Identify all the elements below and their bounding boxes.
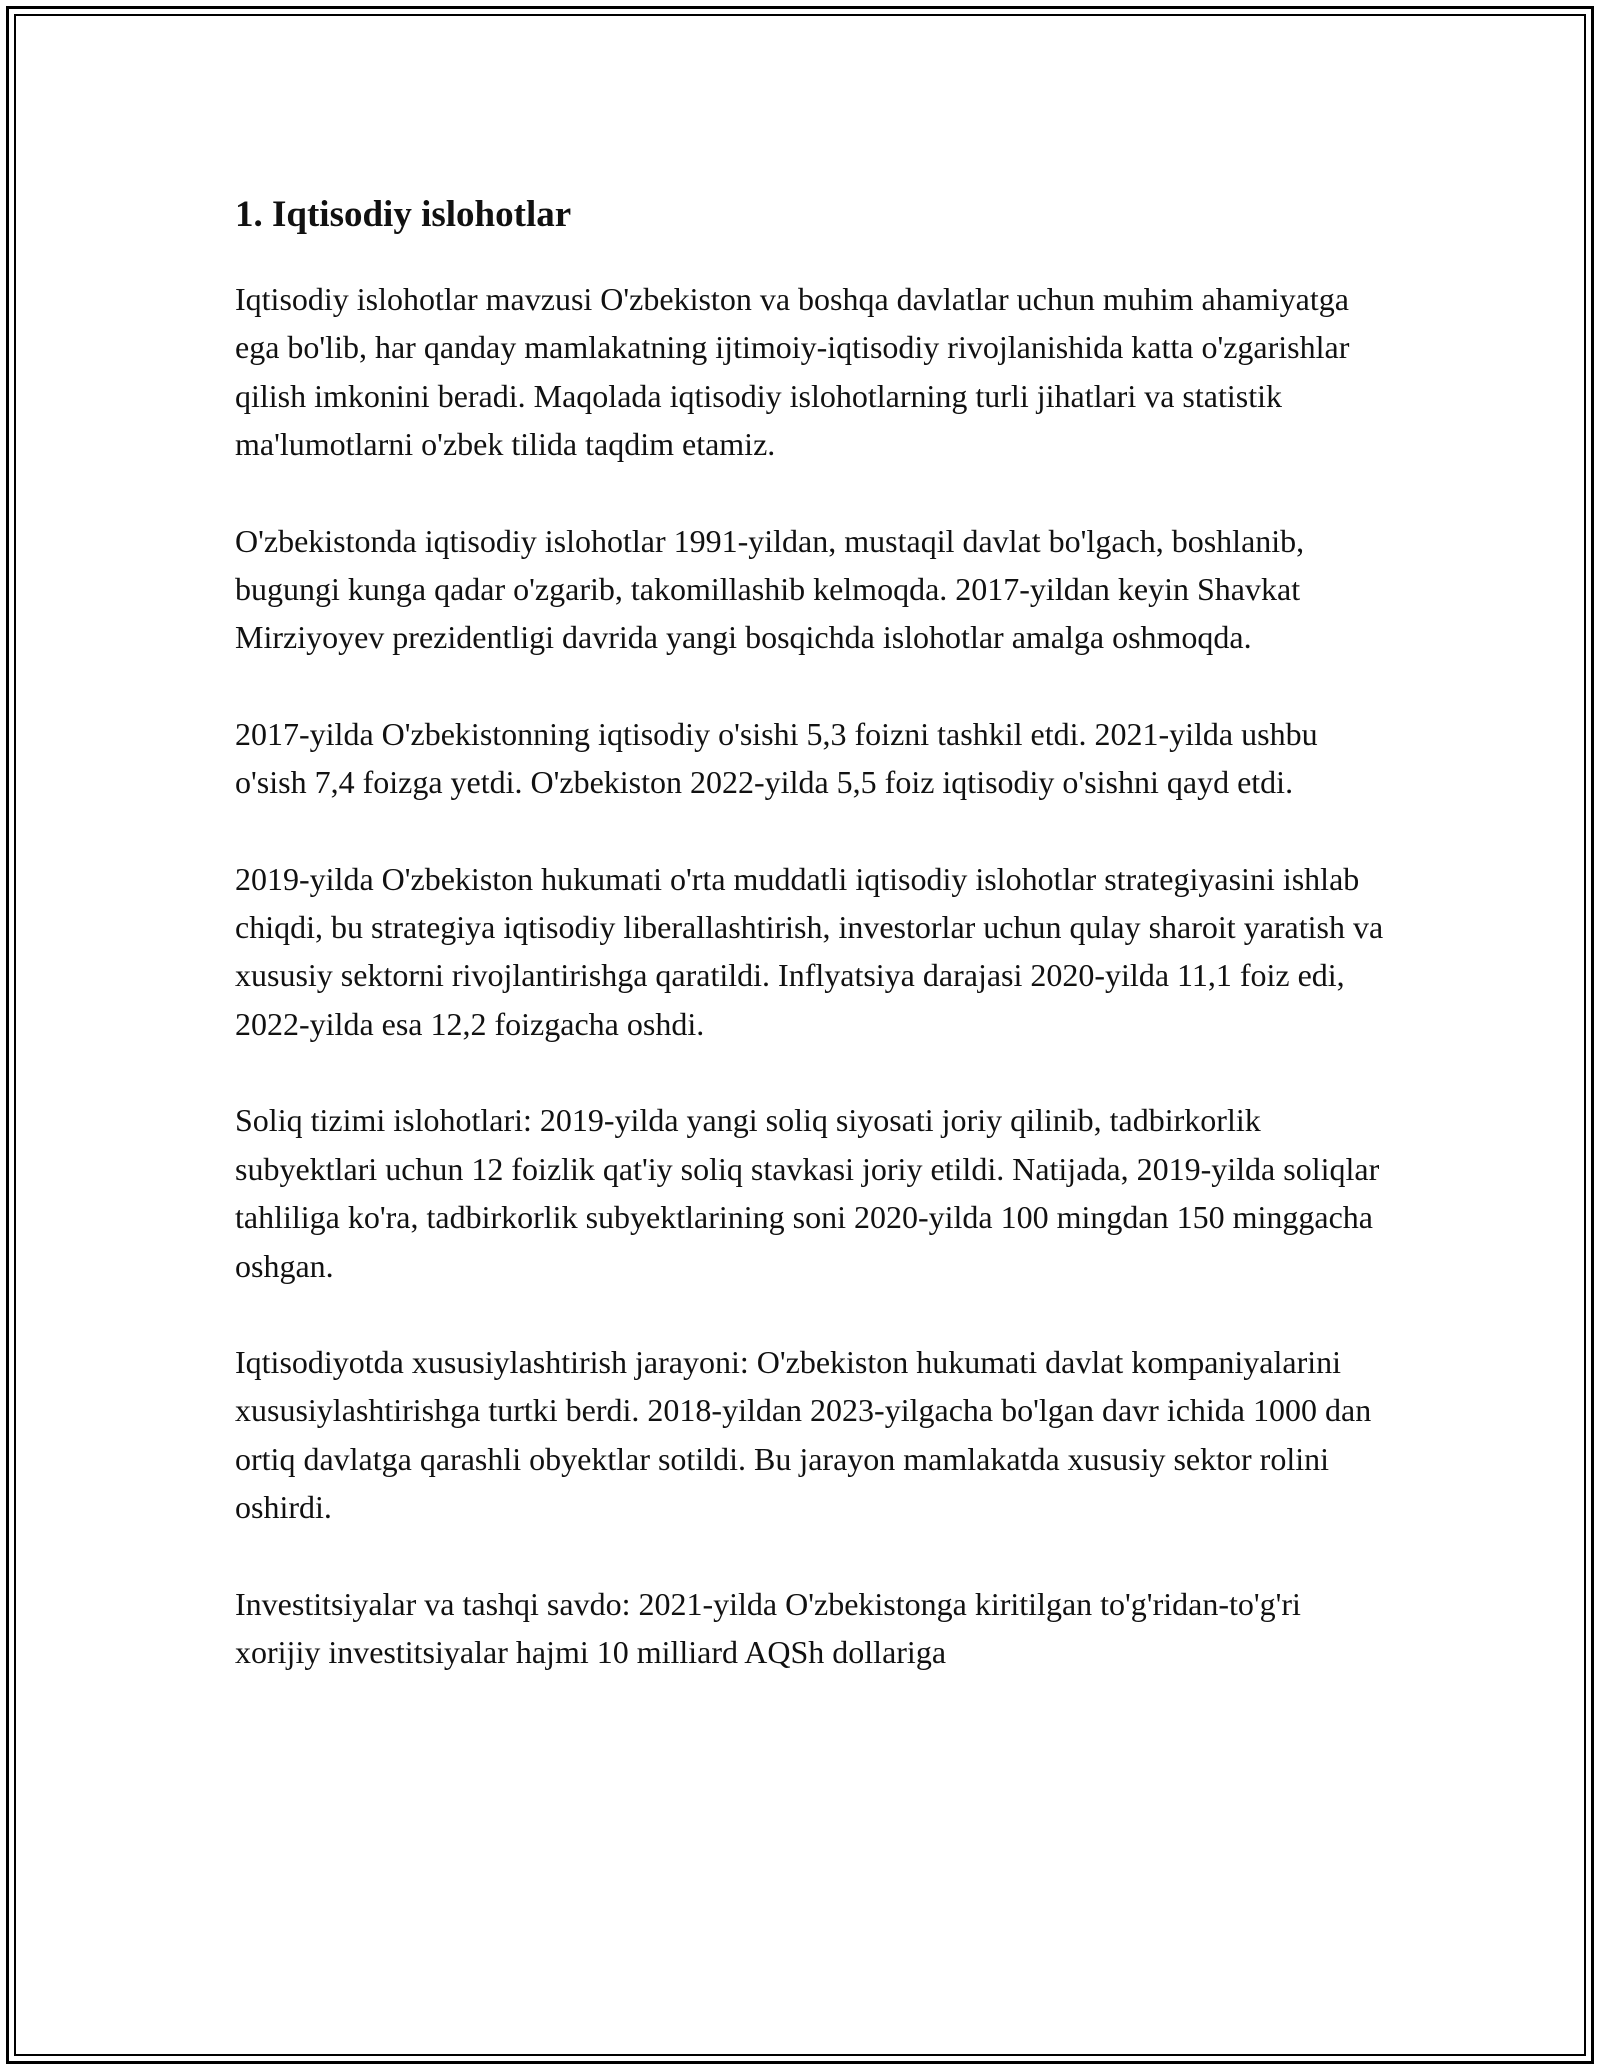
paragraph-growth: 2017-yilda O'zbekistonning iqtisodiy o'sishi 5,3 foizni tashkil etdi. 2021-yilda ushbu o'sish 7,4 foizga yetdi. O'zbekiston 2022-yilda 5,5 foiz iqtisodiy o'sishni qayd etdi. xyxy=(235,715,1318,801)
document-body xyxy=(235,183,1385,1724)
section-heading: 1. Iqtisodiy islohotlar xyxy=(235,194,572,235)
paragraph-strategy: 2019-yilda O'zbekiston hukumati o'rta muddatli iqtisodiy islohotlar strategiyasini ishlab chiqdi, bu strategiya iqtisodiy liberallashtirish, investorlar uchun qulay sharoit yaratish va xususiy sektorni rivojlantirishga qaratildi. Inflyatsiya darajasi 2020-yilda 11,1 foiz edi, 2022-yilda esa 12,2 foizgacha oshdi. xyxy=(235,860,1384,1042)
paragraph-investments: Investitsiyalar va tashqi savdo: 2021-yilda O'zbekistonga kiritilgan to'g'ridan-to'g'ri xorijiy investitsiyalar hajmi 10 milliard AQSh dollariga xyxy=(235,1585,1301,1670)
paragraph-history: O'zbekistonda iqtisodiy islohotlar 1991-yildan, mustaqil davlat bo'lgach, boshlanib, bugungi kunga qadar o'zgarib, takomillashib kelmoqda. 2017-yildan keyin Shavkat Mirziyoyev prezidentligi davrida yangi bosqichda islohotlar amalga oshmoqda. xyxy=(235,522,1305,656)
paragraph-tax-reform: Soliq tizimi islohotlari: 2019-yilda yangi soliq siyosati joriy qilinib, tadbirkorlik subyektlari uchun 12 foizlik qat'iy soliq stavkasi joriy etildi. Natijada, 2019-yilda soliqlar tahliliga ko'ra, tadbirkorlik subyektlarining soni 2020-yilda 100 mingdan 150 minggacha oshgan. xyxy=(235,1102,1380,1284)
paragraph-intro: Iqtisodiy islohotlar mavzusi O'zbekiston va boshqa davlatlar uchun muhim ahamiyatga ega bo'lib, har qanday mamlakatning ijtimoiy-iqtisodiy rivojlanishida katta o'zgarishlar qilish imkonini beradi. Maqolada iqtisodiy islohotlarning turli jihatlari va statistik ma'lumotlarni o'zbek tilida taqdim etamiz. xyxy=(235,281,1350,463)
paragraph-privatization: Iqtisodiyotda xususiylashtirish jarayoni: O'zbekiston hukumati davlat kompaniyalarini xususiylashtirishga turtki berdi. 2018-yildan 2023-yilgacha bo'lgan davr ichida 1000 dan ortiq davlatga qarashli obyektlar sotildi. Bu jarayon mamlakatda xususiy sektor rolini oshirdi. xyxy=(235,1343,1372,1526)
